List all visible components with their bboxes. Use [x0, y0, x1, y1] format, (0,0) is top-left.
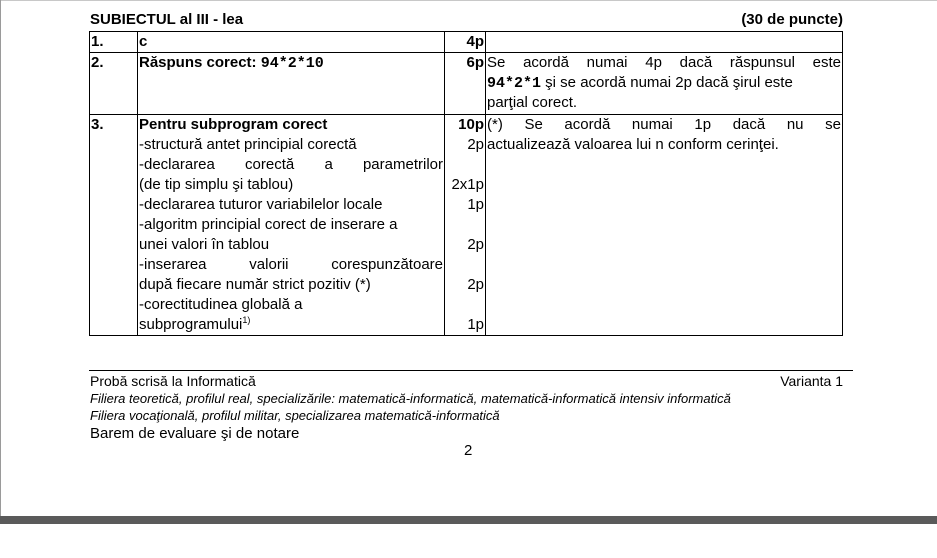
criterion-points: 2p: [467, 276, 484, 293]
criterion-points: 2p: [467, 236, 484, 253]
page-top-edge: [0, 0, 937, 1]
grading-table: [89, 31, 843, 336]
page-left-edge: [0, 0, 1, 516]
footer-divider: [89, 370, 853, 371]
criterion-item: -algoritm principial corect de inserare a: [139, 216, 398, 233]
row-number: 2.: [90, 53, 138, 115]
viewer-background: [0, 524, 937, 558]
table-row: [90, 115, 843, 336]
row-points: 4p: [445, 32, 486, 53]
table-row: [90, 53, 843, 115]
row-number: 3.: [90, 115, 138, 336]
criterion-points: [446, 295, 484, 315]
footer-filiera-1: Filiera teoretică, profilul real, specializările: matematică-informatică, matematică-informatică intensiv informatică: [90, 391, 731, 406]
row-observations: [486, 115, 843, 336]
criterion-points: 1p: [467, 316, 484, 333]
obs-line: (*) Se acordă numai 1p dacă nu se: [487, 116, 841, 133]
criterion-item: -declararea tuturor variabilelor locale: [139, 196, 383, 213]
obs-code: 94*2*1: [487, 75, 542, 92]
criterion-item: -declararea corectă a parametrilor: [139, 156, 443, 173]
obs-line: [487, 73, 841, 93]
criterion-item: după fiecare număr strict pozitiv (*): [139, 276, 371, 293]
row-description: [138, 115, 445, 336]
section-header: [90, 11, 843, 31]
criterion-item: -structură antet principial corectă: [139, 136, 357, 153]
footer-proba: Probă scrisă la Informatică: [90, 373, 256, 389]
row-number: 1.: [90, 32, 138, 53]
viewer-bottom-bar: [0, 516, 937, 524]
criterion-points: [446, 155, 484, 175]
criterion-item: -inserarea valorii corespunzătoare: [139, 256, 443, 273]
answer-label: Răspuns corect:: [139, 54, 261, 71]
criterion-points: 2x1p: [451, 176, 484, 193]
criterion-points: [446, 255, 484, 275]
row-observations: [486, 53, 843, 115]
criterion-points: 1p: [467, 196, 484, 213]
criterion-text: subprogramului: [139, 316, 243, 333]
section-points: (30 de puncte): [741, 11, 843, 28]
obs-line: Se acordă numai 4p dacă răspunsul este: [487, 54, 841, 71]
section-title: SUBIECTUL al III - lea: [90, 11, 244, 28]
criterion-item: [139, 315, 443, 335]
footnote-marker: 1): [242, 315, 251, 325]
footer-filiera-2: Filiera vocaţională, profilul militar, specializarea matematică-informatică: [90, 408, 500, 423]
criterion-item: unei valori în tablou: [139, 236, 270, 253]
answer-code: 94*2*10: [260, 55, 324, 72]
row-description: [138, 53, 445, 115]
row-points: 6p: [445, 53, 486, 115]
obs-line: actualizează valoarea lui n conform cerinţei.: [487, 136, 779, 153]
row-observations: [486, 32, 843, 53]
obs-text: şi se acordă numai 2p dacă şirul este: [541, 74, 793, 91]
page-number: 2: [464, 442, 473, 459]
criterion-points: [446, 215, 484, 235]
row-description: c: [138, 32, 445, 53]
row-points: [445, 115, 486, 336]
criterion-item: (de tip simplu şi tablou): [139, 176, 294, 193]
footer-line: [90, 373, 843, 389]
criterion-points: 2p: [467, 136, 484, 153]
obs-line: parţial corect.: [487, 94, 578, 111]
criterion-item: -corectitudinea globală a: [139, 296, 303, 313]
subprogram-title: Pentru subprogram corect: [139, 116, 328, 133]
footer-varianta: Varianta 1: [780, 373, 843, 389]
points-total: 10p: [458, 116, 484, 133]
table-row: [90, 32, 843, 53]
footer-barem: Barem de evaluare şi de notare: [90, 425, 300, 442]
